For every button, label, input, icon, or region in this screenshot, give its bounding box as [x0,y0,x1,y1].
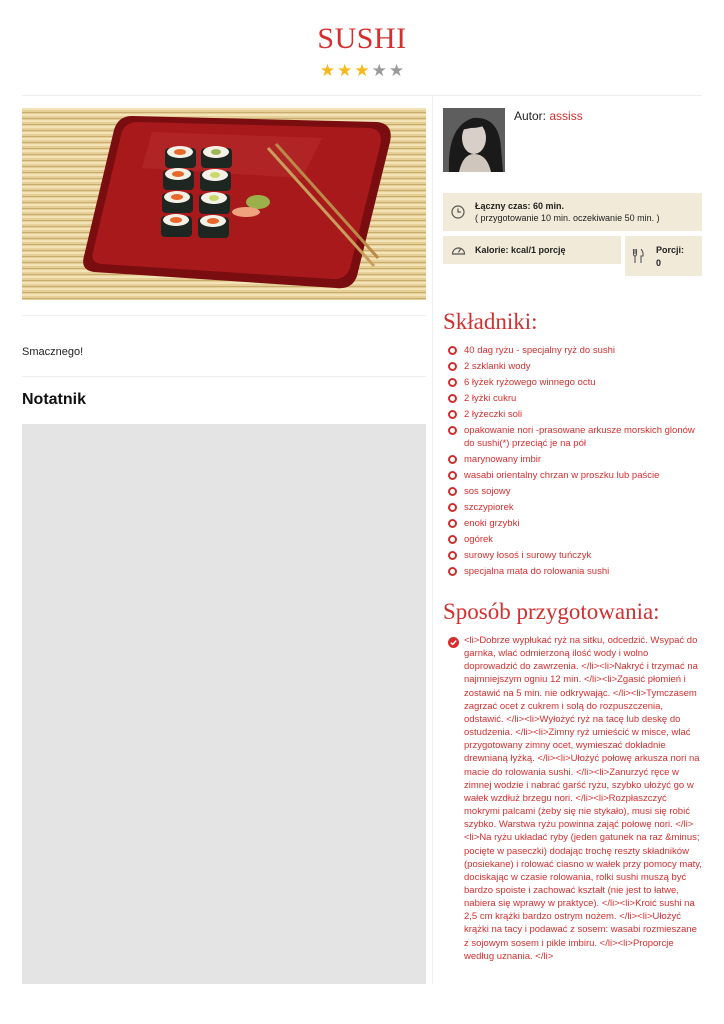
ingredient-text: surowy łosoś i surowy tuńczyk [464,550,592,561]
cutlery-icon [632,249,644,268]
recipe-title: SUSHI [317,22,407,55]
check-circle-icon [448,635,459,653]
ingredient-text: 2 łyżki cukru [464,393,517,404]
ingredient-text: opakowanie nori -prasowane arkusze morskich glonów do sushi(*) przeciąć je na pół [464,425,695,449]
clock-icon [451,205,465,224]
portions-box [625,236,702,276]
ingredient-text: specjalna mata do rolowania sushi [464,566,610,577]
divider [22,315,426,316]
author-name-link[interactable]: assiss [549,109,583,123]
ingredient-item [448,501,702,514]
gauge-icon [451,243,466,261]
method-step [448,634,702,963]
column-divider [432,95,433,984]
bullet-circle-icon [448,378,457,387]
ingredient-item [448,392,702,405]
bullet-circle-icon [448,535,457,544]
ingredients-list [448,344,702,581]
star-icon[interactable]: ★ [319,61,336,80]
ingredient-item [448,517,702,530]
bullet-circle-icon [448,503,457,512]
ingredient-item [448,565,702,578]
bullet-circle-icon [448,487,457,496]
rating-stars [0,62,724,80]
divider [22,95,702,96]
ingredient-text: 6 łyżek ryżowego winnego octu [464,377,596,388]
bullet-circle-icon [448,346,457,355]
portions-label-text: Porcji: [656,245,685,255]
ingredient-text: 2 szklanki wody [464,361,531,372]
author-label: Autor: [514,109,547,123]
ingredient-text: 40 dag ryżu - specjalny ryż do sushi [464,345,616,356]
ingredient-item [448,533,702,546]
notes-heading: Notatnik [22,391,86,408]
ingredient-text: 2 łyżeczki soli [464,409,523,420]
star-icon[interactable]: ★ [388,61,405,80]
total-time: Łączny czas: 60 min. [475,201,565,211]
calories-text: Kalorie: kcal/1 porcję [475,245,566,255]
ingredient-item [448,485,702,498]
bullet-circle-icon [448,471,457,480]
ingredient-text: szczypiorek [464,502,514,513]
ingredient-text: ogórek [464,534,494,545]
method-text: <li>Dobrze wypłukać ryż na sitku, odcedzić. Wsypać do garnka, wlać odmierzoną ilość wody i wolno doprowadzić do zawrzenia. </li><li>Nakryć i trzymać na najmniejszym ogniu 12 min. </li><li>Zgasić płomień i zostawić na 5 min. nie odkrywając. </li><li>Tymczasem zagrzać ocet z cukrem i solą do rozpuszczenia, odstawić. </li><li>Wyłożyć ryż na tacę lub deskę do ostudzenia. </li><li>Zimny ryż umieścić w misce, wlać przygotowany zimny ocet, wymieszać dokładnie drewnianą łyżką. </li><li>Ułożyć połowę arkusza nori na macie do rolowania sushi. </li><li>Zanurzyć ręce w zimnej wodzie i nabrać garść ryżu, szybko ułożyć go w wałek wzdłuż brzegu nori. </li><li>Rozpłaszczyć mokrymi palcami (żeby się nie stykało), musi się robić szybko. Warstwa ryżu powinna zająć połowę nori. </li><li>Na ryżu układać ryby (jeden gatunek na raz &minus; pocięte w paseczki) dodając trochę reszty składników (posiekane) i rolować ciasno w wałek przy pomocy maty, dociskając w czasie rolowania, rolki sushi muszą być bardzo spoiste i zachować kształt (nie jest to łatwe, nabiera się wprawy w praktyce). </li><li>Kroić sushi na 2,5 cm krążki bardzo ostrym nożem. </li><li>Ułożyć krążki na tacy i podawać z sosem: wasabi rozmieszane z sojowym sosem i pikle imbiru. </li><li>Proporcje według uznania. </li> [464,635,702,962]
recipe-photo [22,108,426,300]
ingredients-heading: Składniki: [443,309,538,334]
ingredient-item [448,408,702,421]
closing-text: Smacznego! [22,346,84,358]
method-heading: Sposób przygotowania: [443,599,660,624]
bullet-circle-icon [448,362,457,371]
ingredient-item [448,549,702,562]
avatar[interactable] [443,108,505,172]
ingredient-text: sos sojowy [464,486,511,497]
bullet-circle-icon [448,394,457,403]
bullet-circle-icon [448,551,457,560]
ingredient-item [448,344,702,357]
ingredient-text: marynowany imbir [464,454,542,465]
star-icon[interactable]: ★ [371,61,387,80]
divider [22,376,426,377]
notes-area[interactable] [22,424,426,984]
ingredient-item [448,360,702,373]
time-info-box [443,193,702,231]
ingredient-item [448,469,702,482]
bullet-circle-icon [448,567,457,576]
bullet-circle-icon [448,519,457,528]
ingredient-item [448,424,702,450]
bullet-circle-icon [448,455,457,464]
portions-value: 0 [656,258,662,268]
bullet-circle-icon [448,410,457,419]
calories-box [443,236,621,264]
author-line [514,109,583,123]
ingredient-text: wasabi orientalny chrzan w proszku lub paście [464,470,660,481]
time-breakdown: ( przygotowanie 10 min. oczekiwanie 50 min. ) [475,213,660,223]
star-icon[interactable]: ★ [354,61,370,80]
portions-label [656,244,684,270]
star-icon[interactable]: ★ [337,61,353,80]
ingredient-item [448,376,702,389]
bullet-circle-icon [448,426,457,435]
ingredient-text: enoki grzybki [464,518,520,529]
ingredient-item [448,453,702,466]
